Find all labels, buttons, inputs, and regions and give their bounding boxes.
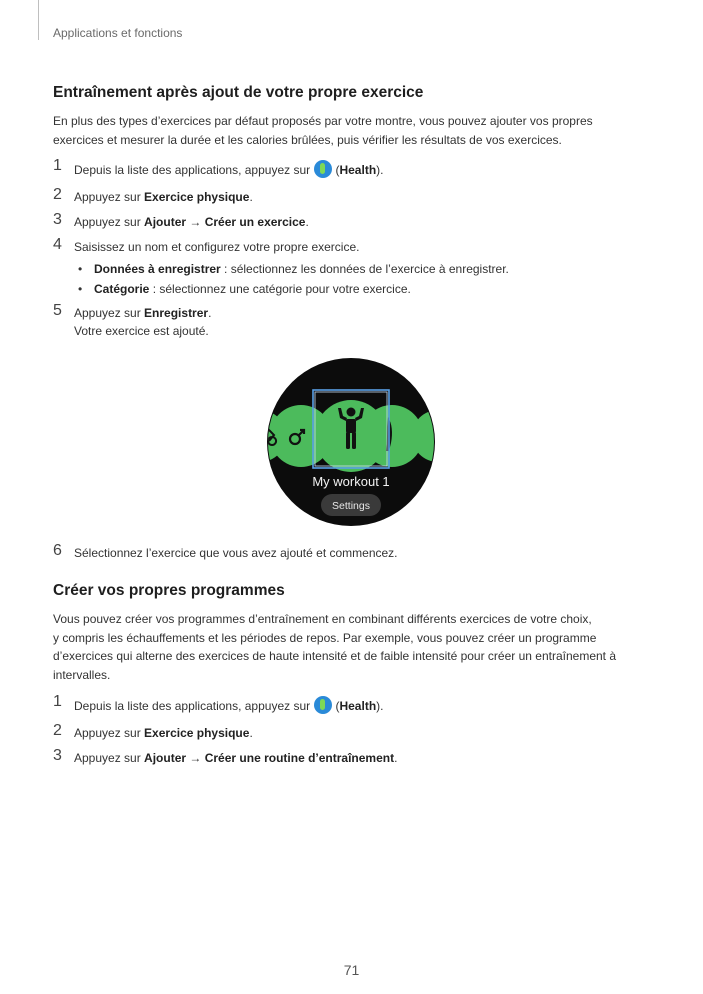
intro-line: d’exercices qui alterne des exercices de haute intensité et de faible intensité pour créer un entraînement à <box>53 649 617 663</box>
watch-screen <box>266 357 436 527</box>
intro-line: intervalles. <box>53 667 111 682</box>
header-divider <box>38 0 39 40</box>
health-app-icon <box>314 160 332 178</box>
health-app-icon <box>314 696 332 714</box>
intro-line: y compris les échauffements et les périodes de repos. Par exemple, vous pouvez créer un programme <box>53 630 597 645</box>
section2-title: Créer vos propres programmes <box>53 582 285 599</box>
section1-intro <box>53 112 653 149</box>
intro-line-1: En plus des types d’exercices par défaut proposés par votre montre, vous pouvez ajouter vos propres <box>53 114 593 128</box>
workout-name: My workout 1 <box>312 474 390 489</box>
page-number: 71 <box>343 962 360 978</box>
section2-intro <box>53 610 653 684</box>
settings-button-label: Settings <box>332 500 370 512</box>
section-header: Applications et fonctions <box>53 26 183 40</box>
intro-line-2: exercices et mesurer la durée et les calories brûlées, puis vérifier les résultats de vos exercices. <box>53 132 562 147</box>
bullet-item: • Catégorie : sélectionnez une catégorie pour votre exercice. <box>78 282 411 296</box>
bullet-item: • Données à enregistrer : sélectionnez les données de l’exercice à enregistrer. <box>78 262 509 276</box>
intro-line: Vous pouvez créer vos programmes d’entraînement en combinant différents exercices de votre choix, <box>53 612 592 626</box>
section1-title: Entraînement après ajout de votre propre exercice <box>53 84 424 101</box>
